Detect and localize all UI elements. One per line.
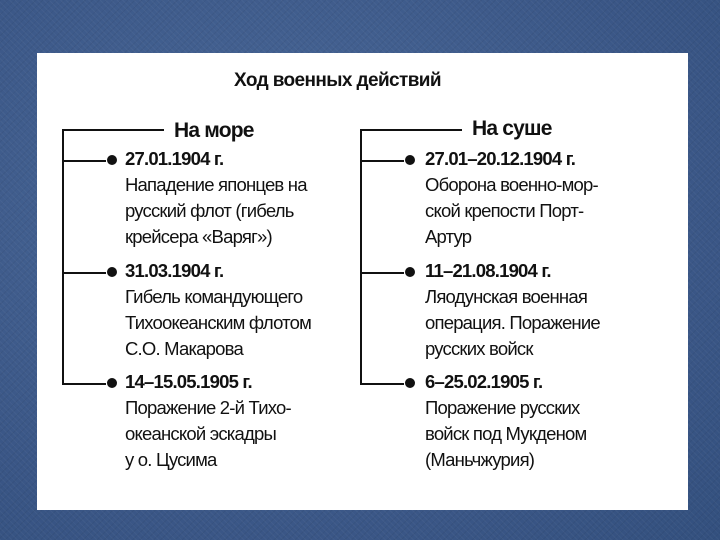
sea-event-2-line-3: С.О. Макарова [125, 338, 243, 359]
land-event-2-line-3: русских войск [425, 338, 533, 359]
sea-event-3-connector [62, 383, 106, 385]
land-event-1 [425, 146, 598, 250]
land-event-3 [425, 369, 586, 473]
sea-event-1-connector [62, 160, 106, 162]
sea-event-1-line-1: Нападение японцев на [125, 174, 307, 195]
land-event-1-line-1: Оборона военно-мор- [425, 174, 598, 195]
land-event-1-date: 27.01–20.12.1904 г. [425, 148, 576, 169]
land-event-2-line-2: операция. Поражение [425, 312, 600, 333]
sea-event-3-bullet [107, 378, 117, 388]
sea-event-2-line-2: Тихоокеанским флотом [125, 312, 312, 333]
land-event-2-date: 11–21.08.1904 г. [425, 260, 551, 281]
land-timeline-spine [360, 129, 362, 385]
land-event-3-connector [360, 383, 404, 385]
land-event-1-bullet [405, 155, 415, 165]
sea-event-2-connector [62, 272, 106, 274]
sea-event-1-line-2: русский флот (гибель [125, 200, 294, 221]
diagram-panel [37, 53, 688, 510]
sea-heading-connector [62, 129, 164, 131]
sea-event-1-bullet [107, 155, 117, 165]
land-event-3-bullet [405, 378, 415, 388]
sea-column-heading: На море [174, 119, 254, 142]
sea-event-1-line-3: крейсера «Варяг») [125, 226, 272, 247]
land-event-3-date: 6–25.02.1905 г. [425, 371, 543, 392]
land-event-1-line-3: Артур [425, 226, 472, 247]
sea-event-3-line-3: у о. Цусима [125, 449, 217, 470]
land-event-3-line-1: Поражение русских [425, 397, 580, 418]
sea-event-2-bullet [107, 267, 117, 277]
land-column-heading: На суше [472, 117, 552, 140]
sea-event-2-line-1: Гибель командующего [125, 286, 303, 307]
land-event-1-connector [360, 160, 404, 162]
land-event-3-line-2: войск под Мукденом [425, 423, 587, 444]
land-heading-connector [360, 129, 462, 131]
sea-event-3-line-1: Поражение 2-й Тихо- [125, 397, 291, 418]
land-event-2 [425, 258, 600, 362]
land-event-3-line-3: (Маньчжурия) [425, 449, 535, 470]
land-event-2-line-1: Ляодунская военная [425, 286, 588, 307]
sea-event-1 [125, 146, 307, 250]
sea-event-3-line-2: океанской эскадры [125, 423, 276, 444]
diagram-title: Ход военных действий [234, 70, 441, 91]
land-event-1-line-2: ской крепости Порт- [425, 200, 584, 221]
sea-event-3-date: 14–15.05.1905 г. [125, 371, 252, 392]
sea-event-1-date: 27.01.1904 г. [125, 148, 224, 169]
land-event-2-bullet [405, 267, 415, 277]
sea-event-2 [125, 258, 311, 362]
land-event-2-connector [360, 272, 404, 274]
sea-event-3 [125, 369, 291, 473]
sea-event-2-date: 31.03.1904 г. [125, 260, 224, 281]
sea-timeline-spine [62, 129, 64, 385]
